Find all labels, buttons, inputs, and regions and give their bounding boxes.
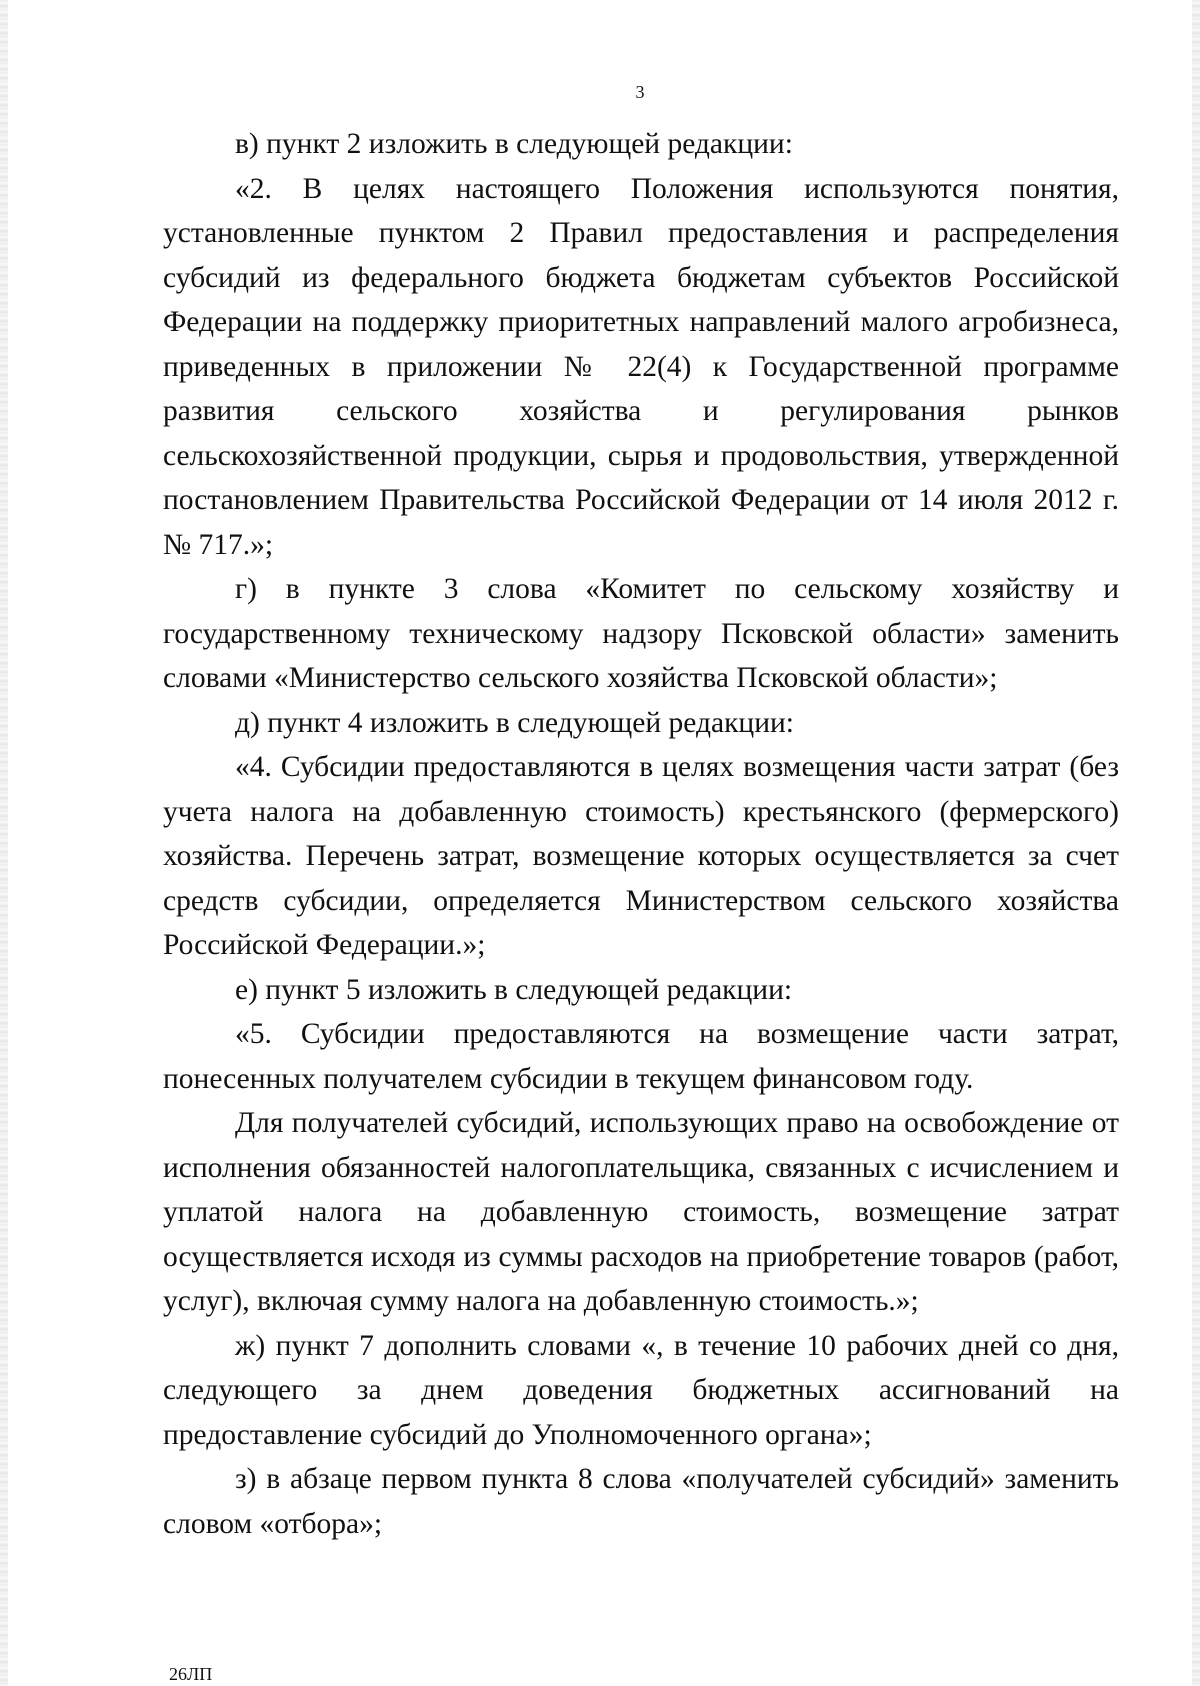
paragraph-item-zh: ж) пункт 7 дополнить словами «, в течение 10 рабочих дней со дня, следующего за днем доведения бюджетных ассигнований на предоставление субсидий до Уполномоченного органа»;: [163, 1329, 1119, 1451]
footer-document-code: 26ЛП: [169, 1664, 213, 1684]
paragraph-item-v: в) пункт 2 изложить в следующей редакции:: [235, 128, 793, 160]
page-number: 3: [635, 82, 645, 102]
paragraph-point-2-text: «2. В целях настоящего Положения используются понятия, установленные пунктом 2 Правил предоставления и распределения субсидий из федерального бюджета бюджетам субъектов Российской Федерации на поддержку приоритетных направлений малого агробизнеса, приведенных в приложении № 22(4) к Государственной программе развития сельского хозяйства и регулирования рынков сельскохозяйственной продукции, сырья и продовольствия, утвержденной постановлением Правительства Российской Федерации от 14 июля 2012 г. № 717.»;: [163, 172, 1119, 561]
paragraph-item-e: е) пункт 5 изложить в следующей редакции:: [235, 973, 793, 1006]
paragraph-item-z: з) в абзаце первом пункта 8 слова «получателей субсидий» заменить словом «отбора»;: [163, 1463, 1119, 1540]
paragraph-point-5-text: «5. Субсидии предоставляются на возмещение части затрат, понесенных получателем субсидии в текущем финансовом году.: [163, 1018, 1119, 1095]
paragraph-point-5-second: Для получателей субсидий, использующих право на освобождение от исполнения обязанностей налогоплательщика, связанных с исчислением и уплатой налога на добавленную стоимость, возмещение затрат осуществляется исходя из суммы расходов на приобретение товаров (работ, услуг), включая сумму налога на добавленную стоимость.»;: [163, 1107, 1119, 1317]
paragraph-item-g: г) в пункте 3 слова «Комитет по сельскому хозяйству и государственному техническому надзору Псковской области» заменить словами «Министерство сельского хозяйства Псковской области»;: [163, 573, 1119, 694]
paragraph-item-d: д) пункт 4 изложить в следующей редакции:: [235, 706, 794, 739]
paragraph-point-4-text: «4. Субсидии предоставляются в целях возмещения части затрат (без учета налога на добавленную стоимость) крестьянского (фермерского) хозяйства. Перечень затрат, возмещение которых осуществляется за счет средств субсидии, определяется Министерством сельского хозяйства Российской Федерации.»;: [163, 751, 1119, 961]
scan-edge-right: [1192, 0, 1200, 1686]
document-body: [163, 122, 1119, 1546]
scan-edge-left: [0, 0, 8, 1686]
